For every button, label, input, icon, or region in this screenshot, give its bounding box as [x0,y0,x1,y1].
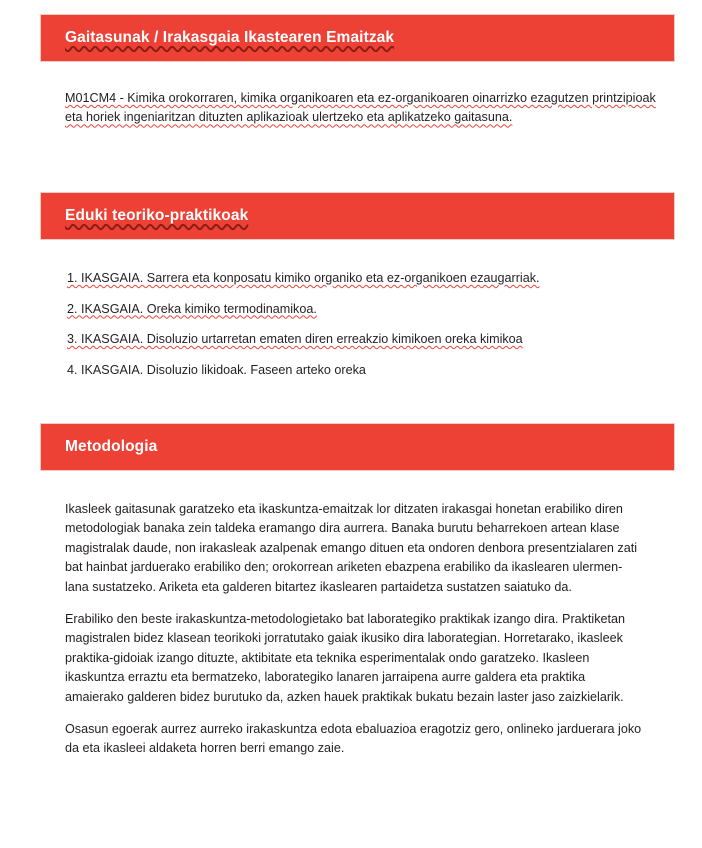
methodology-paragraph-3: Osasun egoerak aurrez aurreko irakaskuntza edota ebaluazioa eragotziz gero, onlineko jarduerara joko da eta ikasleei aldaketa horren berri emango zaie. [65,722,642,756]
list-item [67,362,667,378]
list-item-text: 3. IKASGAIA. Disoluzio urtarretan ematen diren erreakzio kimikoen oreka kimikoa [67,332,523,346]
section-heading-contents: Eduki teoriko-praktikoak [65,207,249,225]
section-banner-competencies [40,14,675,62]
methodology-paragraph-2: Erabiliko den beste irakaskuntza-metodologietako bat laborategiko praktikak izango dira. Praktiketan magistralen bidez klasean teorikoki jorratutako gaiak ikusiko dira laborategian. Horretarako, ikasleek praktika-gidoiak izango dituzte, aktibitate eta teknika esperimentalak ondo garatzeko. Ikasleen ikaskuntza erraztu eta bermatzeko, laborategiko lanaren jarraipena aurre galdera eta praktika amaierako galderen bidez burutuko da, azken hauek praktikak bukatu bezain laster jaso zaizkielarik. [65,612,626,704]
list-item [67,301,667,317]
list-item [67,331,667,347]
contents-topic-list [67,270,667,378]
list-item-text: 2. IKASGAIA. Oreka kimiko termodinamikoa. [67,301,317,316]
section-banner-contents [40,192,675,240]
competencies-body-block [65,89,665,128]
list-item [67,270,667,286]
section-heading-methodology: Metodologia [65,438,158,456]
methodology-body-block [65,500,645,759]
section-banner-methodology [40,423,675,471]
list-item-text: 4. IKASGAIA. Disoluzio likidoak. Faseen arteko oreka [67,362,366,377]
competencies-paragraph: M01CM4 - Kimika orokorraren, kimika organikoaren eta ez-organikoaren oinarrizko ezagutzen printzipioak eta horiek ingeniaritzan dituzten aplikazioak ulertzeko eta aplikatzeko gaitasuna. [65,91,656,125]
list-item-text: 1. IKASGAIA. Sarrera eta konposatu kimiko organiko eta ez-organikoen ezaugarriak. [67,271,540,285]
section-heading-competencies: Gaitasunak / Irakasgaia Ikastearen Emaitzak [65,29,395,47]
methodology-paragraph-1: Ikasleek gaitasunak garatzeko eta ikaskuntza-emaitzak lor ditzaten irakasgai honetan erabiliko diren metodologiak banaka zein taldeka eramango dira aurrera. Banaka burutu beharrekoen artean klase magistralak daude, non irakasleak azalpenak emango dituen eta ondoren denbora presentzialaren zati bat hainbat jarduerako erabiliko den; orokorrean ariketen ebazpena erabiliko da ikaslearen ulermen-lana sustatzeko. Ariketa eta galderen bitartez ikaslearen partaidetza sustatzen saiatuko da. [65,502,637,594]
